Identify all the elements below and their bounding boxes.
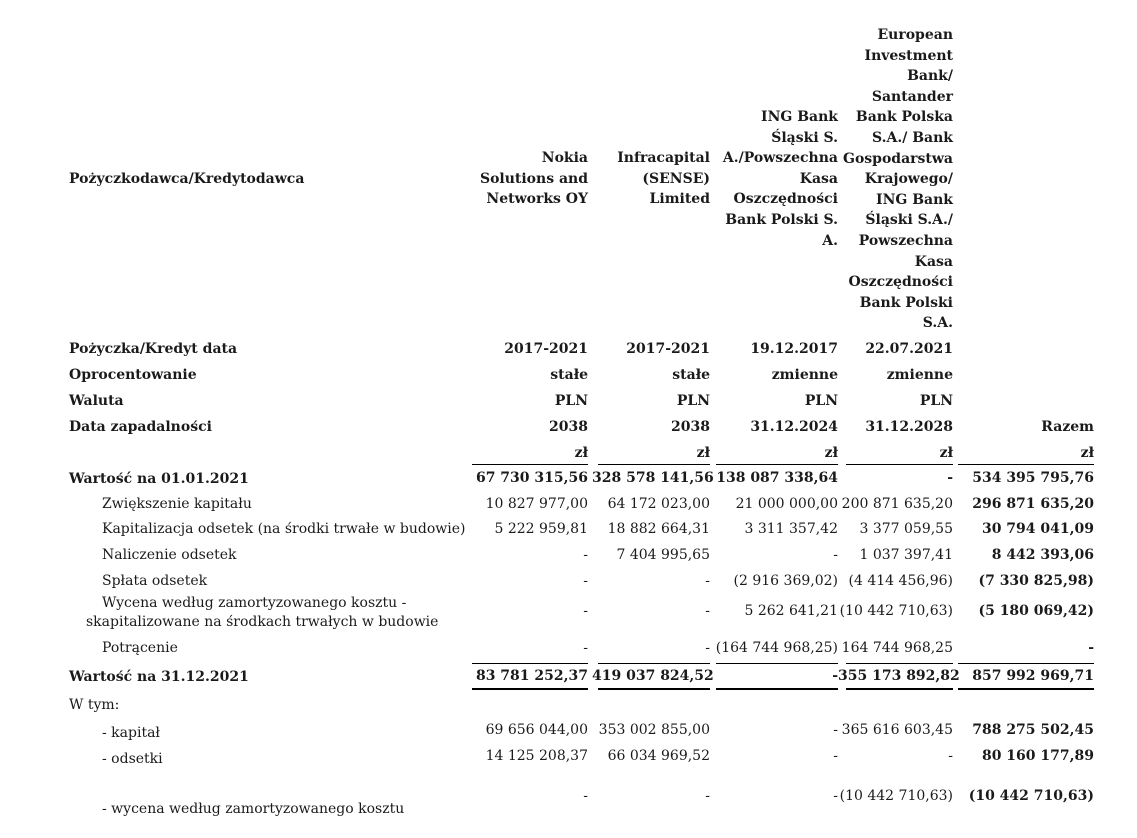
movement-cell: (7 330 825,98) — [978, 573, 1094, 589]
opening-balance-cell: 138 087 338,64 — [716, 470, 838, 486]
rule — [958, 464, 1094, 465]
info-cell: 31.12.2028 — [865, 419, 953, 435]
opening-balance-cell: - — [947, 470, 953, 486]
movement-cell: (164 744 968,25) — [715, 640, 838, 656]
info-cell: zł — [1080, 445, 1094, 461]
breakdown-cell: 353 002 855,00 — [598, 722, 710, 738]
breakdown-cell: 14 125 208,37 — [485, 748, 588, 764]
breakdown-cell: - — [705, 788, 710, 804]
info-cell: zł — [574, 445, 588, 461]
breakdown-cell: - — [948, 748, 953, 764]
movement-label: Naliczenie odsetek — [102, 547, 237, 563]
movement-label: Wycena według zamortyzowanego kosztu - — [102, 595, 407, 611]
opening-balance-cell: 67 730 315,56 — [475, 470, 588, 486]
double-rule — [598, 688, 710, 690]
double-rule — [716, 688, 838, 690]
movement-cell: 21 000 000,00 — [735, 496, 838, 512]
rule — [846, 663, 953, 664]
closing-balance-cell: 355 173 892,82 — [838, 668, 960, 684]
opening-balance-label: Wartość na 01.01.2021 — [69, 471, 249, 487]
movement-cell: - — [583, 547, 588, 563]
info-cell: 31.12.2024 — [750, 419, 838, 435]
info-cell: 19.12.2017 — [750, 341, 838, 357]
movement-cell: 8 442 393,06 — [991, 547, 1094, 563]
movement-cell: 200 871 635,20 — [841, 496, 953, 512]
movement-label: skapitalizowane na środkach trwałych w budowie — [86, 614, 439, 630]
info-cell: 2038 — [671, 419, 710, 435]
opening-balance-cell: 534 395 795,76 — [972, 470, 1094, 486]
info-row-label: Data zapadalności — [69, 419, 212, 435]
movement-cell: (2 916 369,02) — [733, 573, 838, 589]
rule — [716, 464, 838, 465]
info-row-label: Pożyczka/Kredyt data — [69, 341, 238, 357]
rule — [598, 663, 710, 664]
closing-balance-label: Wartość na 31.12.2021 — [69, 669, 249, 685]
closing-balance-cell: - — [832, 668, 838, 684]
movement-cell: - — [833, 547, 838, 563]
breakdown-cell: 66 034 969,52 — [607, 748, 710, 764]
closing-balance-cell: 83 781 252,37 — [475, 668, 588, 684]
movement-cell: - — [705, 573, 710, 589]
movement-cell: (4 414 456,96) — [848, 573, 953, 589]
rule — [846, 464, 953, 465]
info-cell: 2017-2021 — [626, 341, 710, 357]
movement-cell: 18 882 664,31 — [607, 521, 710, 537]
info-cell: PLN — [554, 393, 588, 409]
info-cell: zmienne — [771, 367, 838, 383]
movement-cell: 10 827 977,00 — [485, 496, 588, 512]
rule — [598, 464, 710, 465]
closing-balance-cell: 857 992 969,71 — [972, 668, 1094, 684]
movement-cell: - — [583, 573, 588, 589]
movement-cell: 1 037 397,41 — [859, 547, 953, 563]
double-rule — [958, 688, 1094, 690]
breakdown-cell: 69 656 044,00 — [485, 722, 588, 738]
info-cell: zł — [939, 445, 953, 461]
double-rule — [472, 688, 588, 690]
breakdown-cell: 788 275 502,45 — [972, 722, 1094, 738]
movement-cell: - — [583, 640, 588, 656]
rule — [472, 464, 588, 465]
movement-cell: - — [1088, 640, 1094, 656]
breakdown-cell: - — [833, 788, 838, 804]
info-cell: zmienne — [886, 367, 953, 383]
movement-label: Kapitalizacja odsetek (na środki trwałe w budowie) — [102, 521, 466, 537]
info-cell: PLN — [919, 393, 953, 409]
movement-cell: 30 794 041,09 — [981, 521, 1094, 537]
movement-cell: 3 311 357,42 — [744, 521, 838, 537]
breakdown-cell: (10 442 710,63) — [968, 788, 1094, 804]
breakdown-label: W tym: — [69, 697, 120, 713]
breakdown-cell: - — [583, 788, 588, 804]
rule — [716, 663, 838, 664]
double-rule — [846, 688, 953, 690]
breakdown-cell: (10 442 710,63) — [839, 788, 953, 804]
movement-cell: - — [705, 640, 710, 656]
info-cell: stałe — [550, 367, 588, 383]
lender-ing-pko: ING Bank Śląski S. A./Powszechna Kasa Oszczędności Bank Polski S. A. — [722, 109, 838, 249]
info-cell: zł — [824, 445, 838, 461]
movement-label: Potrącenie — [102, 640, 178, 656]
info-cell: PLN — [676, 393, 710, 409]
info-cell: 22.07.2021 — [865, 341, 953, 357]
opening-balance-cell: 328 578 141,56 — [592, 470, 714, 486]
lender-infracapital: Infracapital (SENSE) Limited — [617, 150, 710, 208]
breakdown-cell: 80 160 177,89 — [981, 748, 1094, 764]
movement-cell: 164 744 968,25 — [841, 640, 953, 656]
header-label: Pożyczkodawca/Kredytodawca — [69, 171, 305, 187]
movement-label: Spłata odsetek — [102, 573, 208, 589]
info-cell: Razem — [1041, 419, 1094, 435]
info-cell: 2017-2021 — [504, 341, 588, 357]
movement-cell: 5 222 959,81 — [494, 521, 588, 537]
movement-cell: 64 172 023,00 — [607, 496, 710, 512]
breakdown-cell: 365 616 603,45 — [841, 722, 953, 738]
breakdown-row-label: - wycena według zamortyzowanego kosztu — [102, 801, 405, 817]
movement-cell: 5 262 641,21 — [744, 603, 838, 619]
info-cell: stałe — [672, 367, 710, 383]
movement-cell: 296 871 635,20 — [972, 496, 1094, 512]
rule — [472, 663, 588, 664]
movement-label: Zwiększenie kapitału — [102, 496, 252, 512]
closing-balance-cell: 419 037 824,52 — [592, 668, 714, 684]
breakdown-cell: - — [833, 722, 838, 738]
lender-eib-consortium: European Investment Bank/ Santander Bank Polska S.A./ Bank Gospodarstwa Krajowego/ ING Bank Śląski S.A./ Powszechna Kasa Oszczędności Bank Polski S.A. — [842, 27, 953, 332]
info-cell: zł — [696, 445, 710, 461]
breakdown-row-label: - kapitał — [102, 725, 160, 741]
lender-nokia: Nokia Solutions and Networks OY — [479, 150, 588, 208]
breakdown-row-label: - odsetki — [102, 751, 163, 767]
info-row-label: Oprocentowanie — [69, 367, 197, 383]
movement-cell: 3 377 059,55 — [859, 521, 953, 537]
movement-cell: - — [705, 603, 710, 619]
movement-cell: (5 180 069,42) — [978, 603, 1094, 619]
breakdown-cell: - — [833, 748, 838, 764]
info-cell: PLN — [804, 393, 838, 409]
movement-cell: (10 442 710,63) — [839, 603, 953, 619]
movement-cell: - — [583, 603, 588, 619]
rule — [958, 663, 1094, 664]
movement-cell: 7 404 995,65 — [616, 547, 710, 563]
info-cell: 2038 — [549, 419, 588, 435]
info-row-label: Waluta — [69, 393, 124, 409]
